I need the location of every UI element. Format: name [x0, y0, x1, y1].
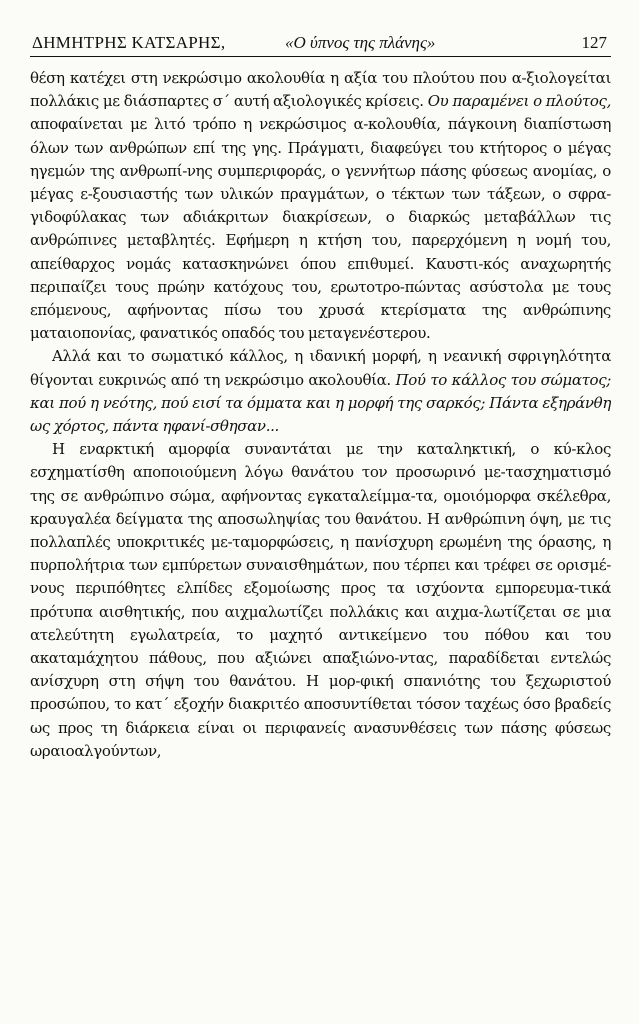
- body-text: [30, 67, 611, 763]
- italic-segment: Ου παραμένει ο πλούτος,: [427, 92, 612, 111]
- header-author: ΔΗΜΗΤΡΗΣ ΚΑΤΣΑΡΗΣ,: [32, 33, 226, 52]
- text-segment: αποφαίνεται με λιτό τρόπο η νεκρώσιμος α-κολουθία, πάγκοινη διαπίστωση όλων των ανθρώπων επί της γης. Πράγματι, διαφεύγει του κτήτορος ο μέγας ηγεμών της ανθρωπί-νης συμπεριφοράς, ο γεννήτωρ πάσης φύσεως ανομίας, ο μέγας ε-ξουσιαστής των υλικών πραγμάτων, ο τέκτων των τάξεων, ο σφρα-γιδοφύλακας των αδιάκριτων διακρίσεων, ο διαρκώς μεταβάλλων τις ανθρώπινες μεταβλητές. Εφήμερη η κτήση του, παρερχόμενη η νομή του, απείθαρχος νομάς κατασκηνώνει όπου επιθυμεί. Καυστι-κός αναχωρητής περιπαίζει τους πρώην κατόχους του, ερωτοτρο-πώντας ασύστολα με τους επόμενους, αφήνοντας πίσω του χρυσά κτερίσματα της ανθρώπινης ματαιοπονίας, φανατικός οπαδός του μεταγενέστερου.: [30, 115, 611, 343]
- header-title: «Ο ύπνος της πλάνης»: [285, 33, 436, 52]
- paragraph-p1: [30, 67, 611, 345]
- paragraph-p3: [30, 438, 611, 763]
- page-number: 127: [581, 33, 607, 52]
- paragraph-p2: [30, 345, 611, 438]
- text-segment: θέση κατέχει στη νεκρώσιμο ακολουθία η αξία του πλούτου που α-ξιολογείται πολλάκις με διάσπαρτες σ΄ αυτή αξιολογικές κρίσεις.: [30, 69, 611, 111]
- text-segment: Αλλά και το σωματικό κάλλος, η ιδανική μορφή, η νεανική σφριγηλότητα θίγονται ευκρινώς από τη νεκρώσιμο ακολουθία.: [30, 347, 611, 389]
- text-segment: Η εναρκτική αμορφία συναντάται με την καταληκτική, ο κύ-κλος εσχηματίσθη αποποιούμενη λόγω θανάτου τον προσωρινό με-τασχηματισμό της σε ανθρώπινο σώμα, αφήνοντας εγκαταλείμμα-τα, ομοιόμορφα σκέλεθρα, κραυγαλέα δείγματα της αποσωληψίας του θανάτου. Η ανθρώπινη όψη, με τις πολλαπλές υποκριτικές με-ταμορφώσεις, η πανίσχυρη ερωμένη της όρασης, η πυρπολήτρια των εμπύρετων συναισθημάτων, που τέρπει και τρέφει σε ορισμέ-νους περιπόθητες ελπίδες εξομοίωσης προς τα ισχύοντα εμπορευμα-τικά πρότυπα αισθητικής, που αιχμαλωτίζει πολλάκις και αιχμα-λωτίζεται σε μια ατελεύτητη εγωλατρεία, το μαχητό αντικείμενο του πόθου και του ακαταμάχητου πάθους, που αξιώνει απαξιώνο-ντας, παραδίδεται εντελώς ανίσχυρη στη σήψη του θανάτου. Η μορ-φική σπανιότης του ξεχωριστού προσώπου, το κατ΄ εξοχήν διακριτέο αποσυντίθεται τόσον ταχέως όσο βραδείς ως προς τη διάρκεια είναι οι περιφανείς ανασυνθέσεις των πάσης φύσεως ωραιοαλγούντων,: [30, 440, 611, 760]
- italic-segment: Πού το κάλλος του σώματος; και πού η νεότης, πού εισί τα όμματα και η μορφή της σαρκός; Πάντα εξηράνθη ως χόρτος, πάντα ηφανί-σθησαν...: [30, 370, 611, 436]
- running-header: [30, 30, 611, 57]
